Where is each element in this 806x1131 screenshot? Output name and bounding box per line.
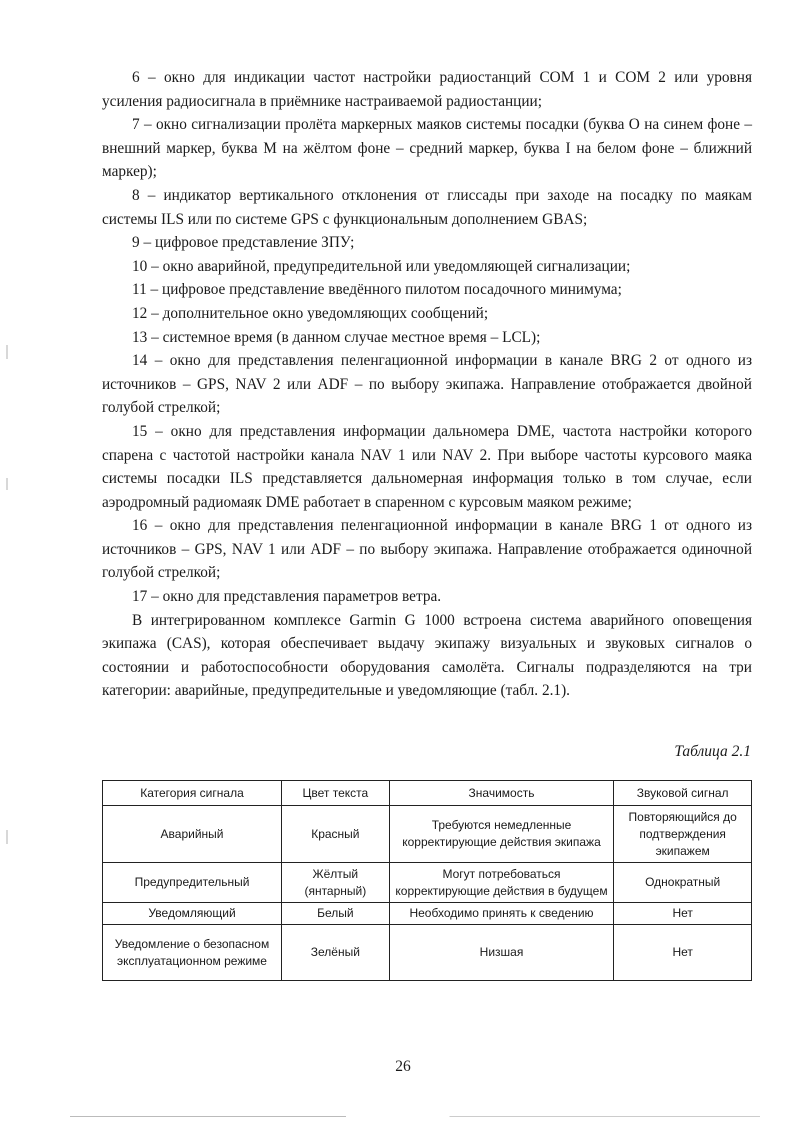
body-text [102,66,752,703]
table-cell: Требуются немедленные корректирующие действия экипажа [389,806,614,863]
page-number: 26 [395,1058,411,1075]
table-cell: Жёлтый (янтарный) [282,863,390,903]
paragraph-item-14: 14 – окно для представления пеленгационной информации в канале BRG 2 от одного из источников – GPS, NAV 2 или ADF – по выбору экипажа. Направление отображается двойной голубой стрелкой; [102,352,752,417]
table-row [103,863,752,903]
scan-margin-mark [6,345,8,359]
paragraph-item-12: 12 – дополнительное окно уведомляющих сообщений; [132,304,489,322]
table-caption: Таблица 2.1 [674,743,751,760]
table-cell: Нет [614,925,752,981]
footer-rule [70,1116,760,1117]
table-header-cell: Значимость [389,781,614,806]
table-cell: Могут потребоваться корректирующие действия в будущем [389,863,614,903]
table-row [103,806,752,863]
table-cell: Низшая [389,925,614,981]
table-header-row [103,781,752,806]
paragraph-item-9: 9 – цифровое представление ЗПУ; [132,234,355,252]
paragraph-item-6: 6 – окно для индикации частот настройки радиостанций COM 1 и COM 2 или уровня усиления радиосигнала в приёмнике настраиваемой радиостанции; [102,69,752,110]
table-cell: Нет [614,903,752,925]
paragraph-item-8: 8 – индикатор вертикального отклонения от глиссады при заходе на посадку по маякам системы ILS или по системе GPS с функциональным дополнением GBAS; [102,186,752,228]
paragraph-item-16: 16 – окно для представления пеленгационной информации в канале BRG 1 от одного из источников – GPS, NAV 1 или ADF – по выбору экипажа. Направление отображается одиночной голубой стрелкой; [102,517,752,582]
table-header-cell: Звуковой сигнал [614,781,752,806]
table-cell: Необходимо принять к сведению [389,903,614,925]
paragraph-item-10: 10 – окно аварийной, предупредительной или уведомляющей сигнализации; [132,257,631,275]
table-row [103,925,752,981]
paragraph-item-13: 13 – системное время (в данном случае местное время – LCL); [132,328,541,346]
paragraph-item-15: 15 – окно для представления информации дальномера DME, частота настройки которого спарена с частотой настройки канала NAV 1 или NAV 2. При выборе частоты курсового маяка системы посадки ILS представляется дальномерная информация только в том случае, если аэродромный радиомаяк DME работает в спаренном с курсовым маяком режиме; [102,422,752,511]
paragraph-item-17: 17 – окно для представления параметров ветра. [132,588,442,606]
table-cell: Белый [282,903,390,925]
signal-categories-table [102,780,752,981]
scan-margin-mark [6,830,8,844]
paragraph-item-7: 7 – окно сигнализации пролёта маркерных маяков системы посадки (буква О на синем фоне – внешний маркер, буква М на жёлтом фоне – средний маркер, буква I на белом фоне – ближний маркер); [102,116,752,181]
table-header-cell: Категория сигнала [103,781,282,806]
table-cell: Уведомляющий [103,903,282,925]
table-cell: Предупредительный [103,863,282,903]
table-cell: Однократный [614,863,752,903]
table-header-cell: Цвет текста [282,781,390,806]
scan-margin-mark [6,478,8,490]
table-cell: Аварийный [103,806,282,863]
paragraph-item-11: 11 – цифровое представление введённого пилотом посадочного минимума; [132,281,622,299]
paragraph-cas-intro: В интегрированном комплексе Garmin G 1000 встроена система аварийного оповещения экипажа (CAS), которая обеспечивает выдачу экипажу визуальных и звуковых сигналов о состоянии и работоспособности оборудования самолёта. Сигналы подразделяются на три категории: аварийные, предупредительные и уведомляющие (табл. 2.1). [102,611,752,700]
table-cell: Красный [282,806,390,863]
table-cell: Уведомление о безопасном эксплуатационном режиме [103,925,282,981]
table-cell: Повторяющийся до подтверждения экипажем [614,806,752,863]
table-cell: Зелёный [282,925,390,981]
table-row [103,903,752,925]
